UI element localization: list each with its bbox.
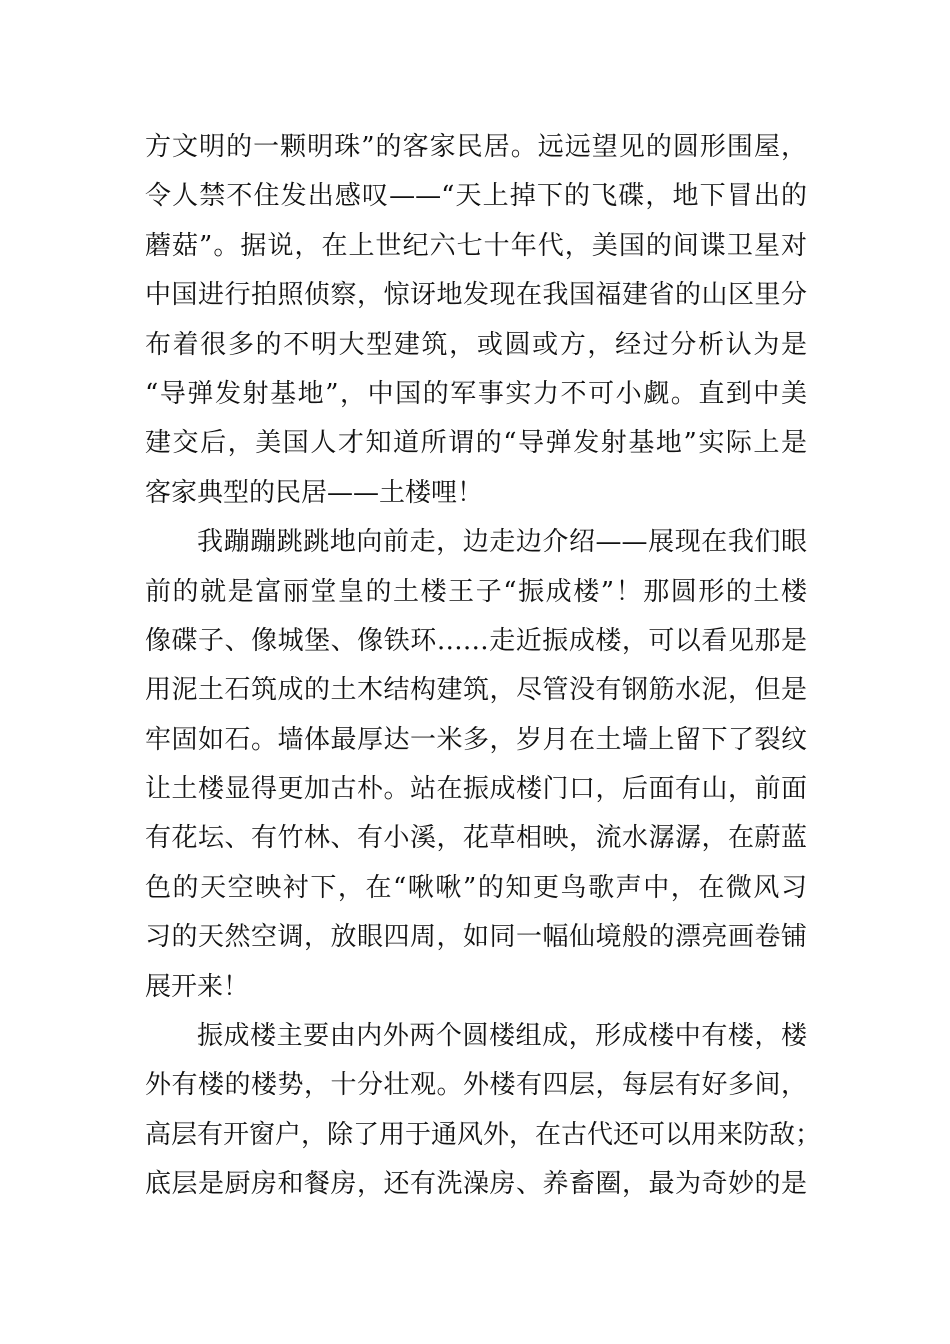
text-line: 令人禁不住发出感叹——“天上掉下的飞碟，地下冒出的 xyxy=(145,181,807,212)
text-line: 布着很多的不明大型建筑，或圆或方，经过分析认为是 xyxy=(145,329,807,360)
text-line: 习的天然空调，放眼四周，如同一幅仙境般的漂亮画卷铺 xyxy=(145,922,807,953)
text-line: 有花坛、有竹林、有小溪，花草相映，流水潺潺，在蔚蓝 xyxy=(145,823,807,854)
text-line: 像碟子、像城堡、像铁环……走近振成楼，可以看见那是 xyxy=(145,625,807,656)
body-text xyxy=(145,123,822,1210)
text-line: 底层是厨房和餐房，还有洗澡房、养畜圈，最为奇妙的是 xyxy=(145,1169,807,1200)
text-line: 高层有开窗户，除了用于通风外，在古代还可以用来防敌； xyxy=(145,1119,822,1150)
text-line: 我蹦蹦跳跳地向前走，边走边介绍——展现在我们眼 xyxy=(197,527,807,558)
text-line: 让土楼显得更加古朴。站在振成楼门口，后面有山，前面 xyxy=(145,774,807,805)
text-line: “导弹发射基地”，中国的军事实力不可小觑。直到中美 xyxy=(145,378,807,409)
paragraph-2 xyxy=(145,518,807,1012)
text-line: 前的就是富丽堂皇的土楼王子“振成楼”！那圆形的土楼 xyxy=(145,576,807,607)
text-line: 用泥土石筑成的土木结构建筑，尽管没有钢筋水泥，但是 xyxy=(145,675,807,706)
text-line: 中国进行拍照侦察，惊讶地发现在我国福建省的山区里分 xyxy=(145,280,807,311)
text-line: 蘑菇”。据说，在上世纪六七十年代，美国的间谍卫星对 xyxy=(145,230,807,261)
text-line: 方文明的一颗明珠”的客家民居。远远望见的圆形围屋， xyxy=(145,132,807,162)
text-line: 客家典型的民居——土楼哩！ xyxy=(145,477,484,508)
text-line: 外有楼的楼势，十分壮观。外楼有四层，每层有好多间， xyxy=(145,1070,807,1101)
paragraph-1 xyxy=(145,123,807,518)
text-line: 建交后，美国人才知道所谓的“导弹发射基地”实际上是 xyxy=(145,428,807,459)
text-line: 展开来！ xyxy=(145,971,250,1002)
text-line: 牢固如石。墙体最厚达一米多，岁月在土墙上留下了裂纹 xyxy=(145,724,807,755)
paragraph-3 xyxy=(145,1012,822,1210)
text-line: 色的天空映衬下，在“啾啾”的知更鸟歌声中，在微风习 xyxy=(145,872,807,903)
text-line: 振成楼主要由内外两个圆楼组成，形成楼中有楼，楼 xyxy=(197,1021,807,1052)
